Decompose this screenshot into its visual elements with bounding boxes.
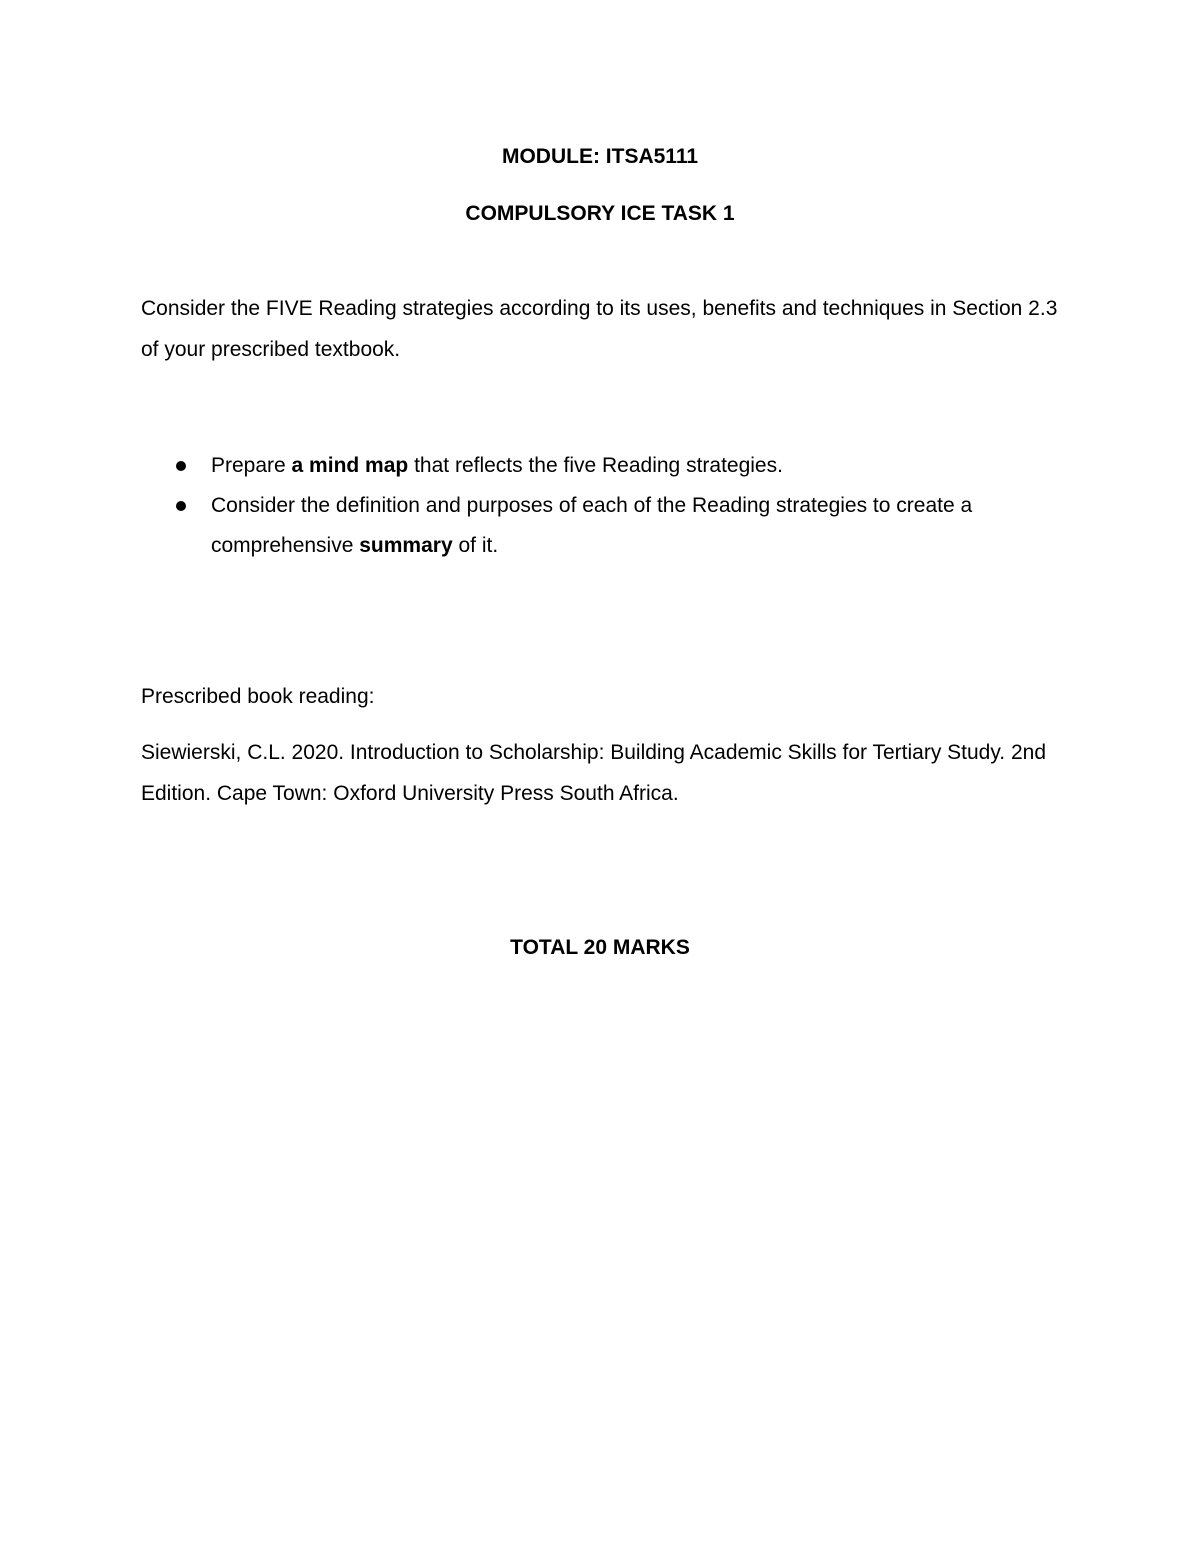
bullet-text-bold: a mind map: [291, 454, 409, 477]
list-item: [0, 486, 1061, 566]
bullet-icon: [176, 501, 186, 511]
list-item: [0, 446, 1061, 486]
bullet-text-bold: summary: [359, 534, 453, 557]
instruction-list: [0, 446, 1200, 566]
bullet-icon: [176, 461, 186, 471]
bullet-text-before: Consider the definition and purposes of each of the Reading strategies to create a comprehensive: [211, 494, 973, 557]
task-title: COMPULSORY ICE TASK 1: [465, 202, 735, 225]
reading-label: Prescribed book reading:: [141, 685, 375, 708]
module-title: MODULE: ITSA5111: [501, 145, 699, 168]
bullet-text-after: of it.: [452, 534, 499, 557]
intro-paragraph: Consider the FIVE Reading strategies according to its uses, benefits and techniques in Section 2.3 of your prescribed textbook.: [141, 297, 1058, 361]
bullet-text-before: Prepare: [211, 454, 292, 477]
bullet-text-after: that reflects the five Reading strategies.: [408, 454, 783, 477]
total-marks: TOTAL 20 MARKS: [510, 936, 690, 959]
reference-citation: Siewierski, C.L. 2020. Introduction to Scholarship: Building Academic Skills for Tertiary Study. 2nd Edition. Cape Town: Oxford University Press South Africa.: [141, 741, 1046, 805]
